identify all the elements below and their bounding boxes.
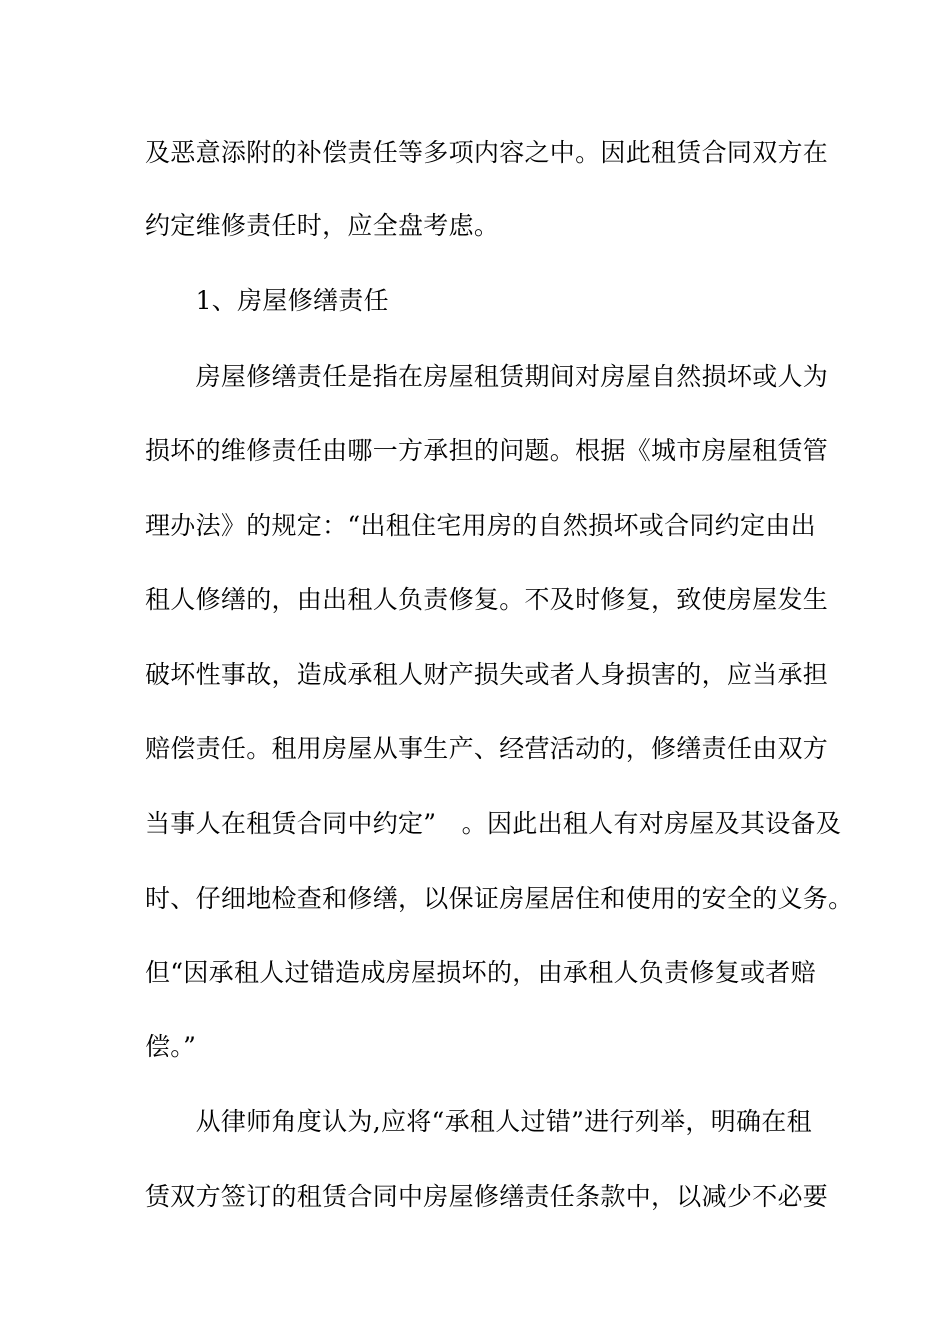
text-line: 及恶意添附的补偿责任等多项内容之中。因此租赁合同双方在 xyxy=(145,138,829,167)
text-line: 偿。” xyxy=(145,1032,197,1061)
text-line: 赁双方签订的租赁合同中房屋修缮责任条款中，以减少不必要 xyxy=(145,1182,829,1211)
text-line: 约定维修责任时，应全盘考虑。 xyxy=(145,211,500,240)
text-line: 租人修缮的，由出租人负责修复。不及时修复，致使房屋发生 xyxy=(145,585,829,614)
text-line: 从律师角度认为,应将“承租人过错”进行列举，明确在租 xyxy=(145,1107,812,1136)
text-line: 赔偿责任。租用房屋从事生产、经营活动的，修缮责任由双方 xyxy=(145,734,829,763)
text-line: 理办法》的规定：“出租住宅用房的自然损坏或合同约定由出 xyxy=(145,511,816,540)
section-heading: 1、房屋修缮责任 xyxy=(145,286,389,315)
text-line: 但“因承租人过错造成房屋损坏的，由承租人负责修复或者赔 xyxy=(145,958,816,987)
text-line: 房屋修缮责任是指在房屋租赁期间对房屋自然损坏或人为 xyxy=(145,362,829,391)
text-line: 时、仔细地检查和修缮，以保证房屋居住和使用的安全的义务。 xyxy=(145,884,854,913)
text-line: 损坏的维修责任由哪一方承担的问题。根据《城市房屋租赁管 xyxy=(145,436,829,465)
text-line: 当事人在租赁合同中约定” 。因此出租人有对房屋及其设备及 xyxy=(145,809,842,838)
text-line: 破坏性事故，造成承租人财产损失或者人身损害的，应当承担 xyxy=(145,660,829,689)
